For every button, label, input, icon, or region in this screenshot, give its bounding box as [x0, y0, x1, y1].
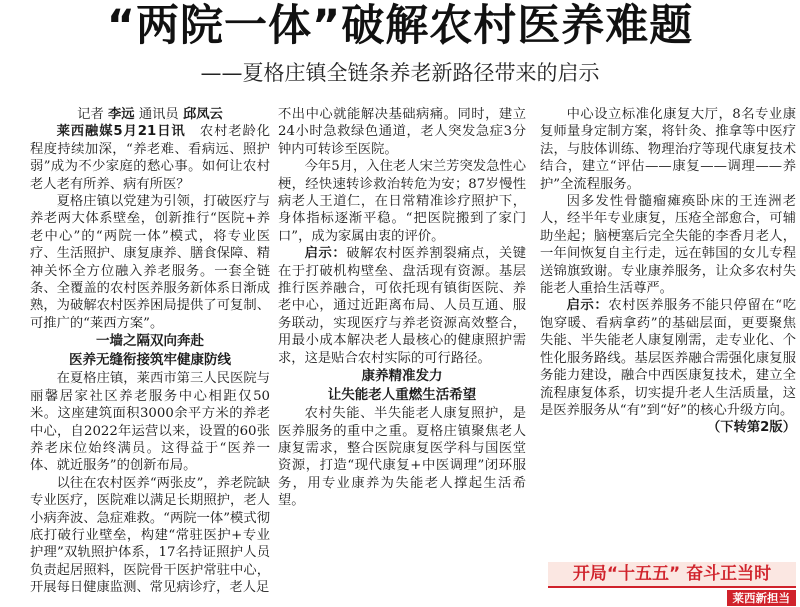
- byline-reporter-label: 记者: [77, 107, 104, 122]
- paragraph-6: 农村失能、半失能老人康复照护，是医养服务的重中之重。夏格庄镇聚焦老人康复需求，整合医院康复医学科与国医堂资源，打造“现代康复+中医调理”闭环服务，用专业康养为失能老人撑起生活希望。: [278, 406, 526, 509]
- campaign-banner-text: 开局“十五五” 奋斗正当时: [572, 564, 772, 584]
- paragraph-4: 以往在农村医养“两张皮”，养老院缺专业医疗，医院难以满足长期照护，老人小病奔波、急症难救。“两院一体”模式彻底打破行业壁垒，构建“常驻医护+专业护理”双轨照护体系，17名持证照护人员负责起居照料，医院骨干医护常驻中心，开展每日健康监测、常见病诊疗，老人足: [30, 475, 270, 596]
- paragraph-7: 中心设立标准化康复大厅，8名专业康复师量身定制方案，将针灸、推拿等中医疗法，与肢体训练、物理治疗等现代康复技术结合，建立“评估——康复——调理——养护”全流程服务。: [540, 107, 796, 192]
- headline-title: “两院一体”破解农村医养难题: [106, 1, 694, 51]
- byline-correspondent: 邱凤云: [182, 107, 223, 122]
- paragraph-5: 今年5月，入住老人宋兰芳突发急性心梗，经快速转诊救治转危为安；87岁慢性病老人王道仁，在日常精准诊疗照护下，身体指标逐渐平稳。“把医院搬到了家门口”，成为家属由衷的评价。: [278, 159, 526, 244]
- section1-title-line2: 医养无缝衔接筑牢健康防线: [69, 352, 231, 369]
- paragraph-4-continued: 不出中心就能解决基础病痛。同时，建立24小时急救绿色通道，老人突发急症3分钟内可转诊至医院。: [278, 107, 526, 157]
- campaign-banner: [538, 560, 800, 607]
- paragraph-3: 在夏格庄镇，莱西市第三人民医院与丽馨居家社区养老服务中心相距仅50米。这座建筑面积3000余平方米的养老中心，自2022年运营以来，设置的60张养老床位始终满员。这得益于“医养一体、就近服务”的创新布局。: [30, 371, 270, 474]
- campaign-banner-main: [548, 562, 796, 588]
- article-column-3: [540, 106, 796, 437]
- insight-2: [540, 297, 796, 419]
- insight-1-label: 启示：: [304, 246, 347, 262]
- insight-1: [278, 245, 526, 367]
- campaign-banner-tag: 莱西新担当: [727, 590, 797, 606]
- byline-correspondent-label: 通讯员: [138, 107, 179, 122]
- paragraph-8: 因多发性骨髓瘤瘫痪卧床的王连洲老人，经半年专业康复，压疮全部愈合，可辅助坐起；脑梗塞后完全失能的李香月老人，一年间恢复自主行走，远在韩国的女儿专程送锦旗致谢。专业康养服务，让众多农村失能老人重拾生活尊严。: [540, 194, 796, 297]
- lead-text: 农村老龄化程度持续加深，“养老难、看病远、照护弱”成为不少家庭的愁心事。如何让农村老人老有所养、病有所医？: [30, 124, 271, 192]
- paragraph-lead: [30, 123, 270, 193]
- byline-reporter: 李远: [107, 107, 135, 122]
- byline: [30, 106, 270, 123]
- continued-note: （下转第2版）: [706, 420, 796, 436]
- section2-title-line2: 让失能老人重燃生活希望: [327, 387, 477, 404]
- dateline: 莱西融媒5月21日讯: [56, 124, 186, 140]
- insight-2-label: 启示：: [566, 298, 609, 314]
- headline-subtitle: ——夏格庄镇全链条养老新路径带来的启示: [200, 61, 600, 85]
- article-column-1: [30, 106, 270, 597]
- paragraph-2: 夏格庄镇以党建为引领，打破医疗与养老两大体系壁垒，创新推行“医院+养老中心”的“两院一体”模式，将专业医疗、生活照护、康复康养、膳食保障、精神关怀全方位融入养老服务。一套全链条、全覆盖的农村医养服务新体系日渐成熟，为破解农村医养困局提供了可复制、可推广的“莱西方案”。: [30, 194, 270, 331]
- insight-2-text: 农村医养服务不能只停留在“吃饱穿暖、看病拿药”的基础层面，更要聚焦失能、半失能老人康复刚需，走专业化、个性化服务路线。基层医养融合需强化康复服务能力建设，融合中西医康复技术，建立全流程康复体系，切实提升老人生活质量，这是医养服务从“有”到“好”的核心升级方向。: [540, 298, 796, 418]
- article-column-2: [278, 106, 526, 510]
- insight-1-text: 破解农村医养割裂痛点，关键在于打破机构壁垒、盘活现有资源。基层推行医养融合，可依托现有镇街医院、养老中心，通过近距离布局、人员互通、服务联动，实现医疗与养老资源高效整合，用最小成本解决老人最核心的健康照护需求，这是贴合农村实际的可行路径。: [278, 246, 527, 366]
- section2-title-line1: 康养精准发力: [361, 368, 443, 385]
- section1-title-line1: 一墙之隔双向奔赴: [96, 333, 204, 350]
